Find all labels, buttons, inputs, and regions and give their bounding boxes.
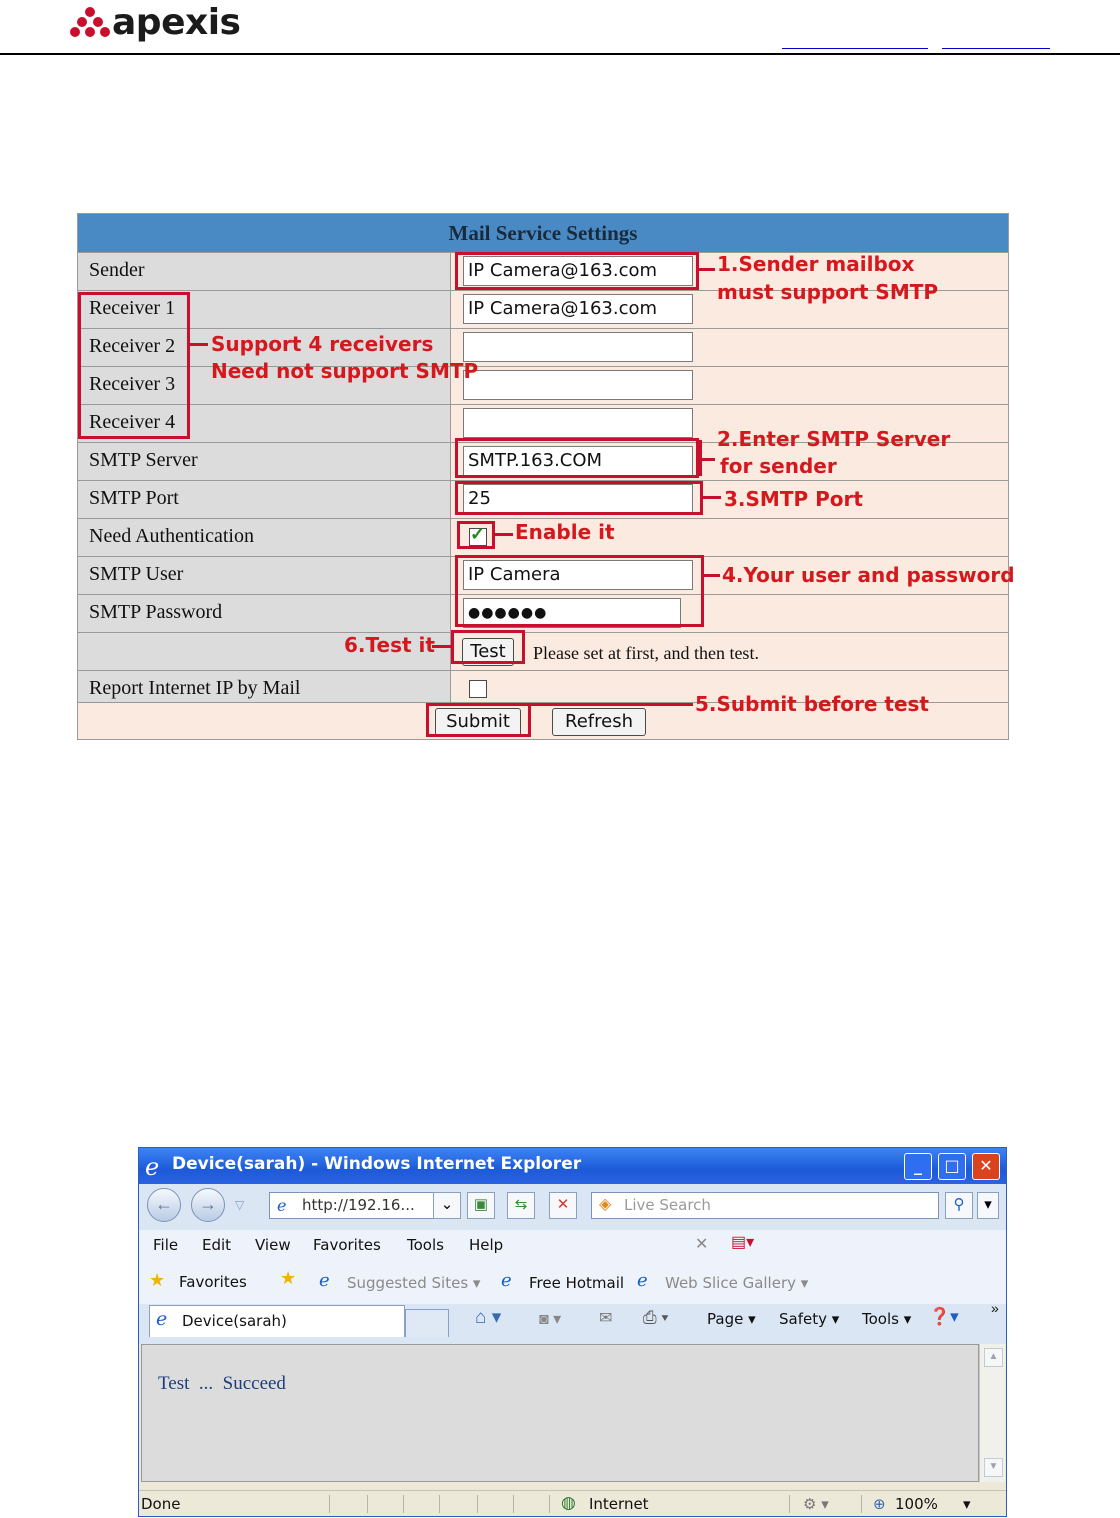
zoom-dropdown-icon[interactable]: ▾ (963, 1495, 971, 1513)
annotation-1-line1: 1.Sender mailbox (717, 252, 915, 276)
forward-icon[interactable]: → (191, 1188, 225, 1222)
sender-input[interactable]: IP Camera@163.com (463, 256, 693, 286)
status-divider (549, 1495, 550, 1513)
menu-view[interactable]: View (255, 1236, 291, 1254)
add-favorite-icon[interactable]: ★ (280, 1268, 297, 1288)
back-icon[interactable]: ← (147, 1188, 181, 1222)
zoom-icon[interactable]: ⊕ (873, 1495, 886, 1513)
chevron-down-icon[interactable]: ▽ (235, 1198, 245, 1212)
annotation-2-line2: for sender (720, 454, 837, 478)
submit-highlight-box (426, 703, 531, 737)
refresh-button[interactable]: Refresh (552, 708, 646, 736)
apexis-logo (70, 2, 241, 44)
menu-favorites[interactable]: Favorites (313, 1236, 381, 1254)
favorites-button[interactable]: Favorites (179, 1273, 247, 1291)
submit-annotation-line (531, 703, 693, 706)
tools-menu[interactable]: Tools ▾ (862, 1310, 912, 1328)
zoom-level[interactable]: 100% (895, 1495, 938, 1513)
status-divider (477, 1495, 478, 1513)
smtp-port-annotation-line (703, 496, 721, 499)
status-divider (403, 1495, 404, 1513)
menu-tools[interactable]: Tools (407, 1236, 444, 1254)
search-input[interactable]: Live Search (591, 1192, 939, 1219)
submit-button[interactable]: Submit (435, 708, 521, 736)
status-divider (861, 1495, 862, 1513)
smtp-port-label: SMTP Port (89, 487, 179, 509)
receivers-highlight-box (78, 292, 190, 439)
star-icon: ★ (149, 1270, 166, 1290)
new-tab-button[interactable] (405, 1309, 449, 1337)
web-slice-icon: e (637, 1270, 648, 1291)
feeds-icon[interactable]: ◙ ▾ (539, 1311, 562, 1328)
header-rule (0, 53, 1120, 55)
annotation-2-line1: 2.Enter SMTP Server (717, 427, 951, 451)
help-icon[interactable]: ❓▾ (929, 1307, 959, 1326)
annotation-1-line2: must support SMTP (717, 280, 939, 304)
checkmark-icon: ✓ (470, 524, 486, 544)
pdf-icon[interactable]: ▤▾ (731, 1234, 755, 1251)
authentication-highlight-box (457, 521, 495, 549)
menu-help[interactable]: Help (469, 1236, 504, 1254)
annotation-3: 3.SMTP Port (724, 487, 863, 511)
tab-ie-icon: e (156, 1308, 168, 1330)
test-button[interactable]: Test (462, 638, 514, 666)
annotation-enable: Enable it (515, 520, 615, 544)
smtp-server-label: SMTP Server (89, 449, 198, 471)
receiver-1-label: Receiver 1 (89, 297, 176, 319)
hotmail-icon: e (501, 1270, 512, 1291)
status-divider (513, 1495, 514, 1513)
smtp-server-highlight-box (455, 438, 699, 478)
print-icon[interactable]: ⎙ ▾ (643, 1308, 669, 1327)
close-button[interactable]: ✕ (972, 1153, 1000, 1180)
need-authentication-label: Need Authentication (89, 525, 254, 547)
smtp-port-input[interactable]: 25 (463, 484, 693, 514)
ie-titlebar (139, 1148, 1007, 1184)
test-row (78, 632, 1008, 670)
status-bar (139, 1490, 1007, 1517)
globe-icon: ◍ (561, 1493, 576, 1513)
smtp-server-input[interactable]: SMTP.163.COM (463, 446, 693, 476)
home-icon[interactable]: ⌂ ▾ (475, 1307, 502, 1328)
web-slice-gallery-link[interactable]: Web Slice Gallery ▾ (665, 1274, 809, 1292)
close-toolbar-icon[interactable]: ✕ (695, 1236, 709, 1253)
receiver-4-label: Receiver 4 (89, 411, 176, 433)
receiver-2-label: Receiver 2 (89, 335, 176, 357)
status-divider (789, 1495, 790, 1513)
smtp-user-label: SMTP User (89, 563, 184, 585)
stop-icon[interactable]: ✕ (549, 1192, 577, 1219)
annotation-5: 5.Submit before test (695, 692, 929, 716)
live-search-icon: ◈ (599, 1196, 612, 1213)
report-ip-checkbox[interactable] (469, 680, 487, 698)
minimize-button[interactable]: _ (904, 1153, 932, 1180)
test-result-message: Test ... Succeed (158, 1373, 286, 1394)
menu-file[interactable]: File (153, 1236, 179, 1254)
annotation-4: 4.Your user and password (722, 563, 1015, 587)
user-password-annotation-line (704, 574, 720, 577)
tab-title: Device(sarah) (182, 1312, 287, 1330)
scroll-down-icon[interactable]: ▼ (984, 1458, 1003, 1477)
smtp-password-input[interactable]: ●●●●●● (463, 598, 681, 628)
suggested-sites-link[interactable]: Suggested Sites ▾ (347, 1274, 481, 1292)
address-dropdown-button[interactable]: ⌄ (433, 1192, 461, 1219)
smtp-port-highlight-box (455, 481, 703, 515)
free-hotmail-link[interactable]: Free Hotmail (529, 1274, 625, 1292)
logo-text: apexis (112, 2, 241, 43)
authentication-annotation-line (495, 533, 513, 536)
ie-logo-icon: e (145, 1153, 160, 1181)
test-note: Please set at first, and then test. (533, 643, 759, 663)
address-bar[interactable]: http://192.16... (269, 1192, 459, 1219)
maximize-button[interactable]: □ (938, 1153, 966, 1180)
report-ip-label: Report Internet IP by Mail (89, 677, 301, 699)
search-options-button[interactable]: ▾ (977, 1192, 999, 1219)
sender-highlight-box (455, 252, 699, 290)
sender-annotation-line (699, 268, 715, 271)
receivers-annotation-line (190, 343, 208, 346)
status-divider (439, 1495, 440, 1513)
smtp-password-label: SMTP Password (89, 601, 223, 623)
status-divider (329, 1495, 330, 1513)
annotation-6: 6.Test it (344, 633, 435, 657)
safety-menu[interactable]: Safety ▾ (779, 1310, 840, 1328)
zone-label: Internet (589, 1495, 649, 1513)
receivers-annotation-line1: Support 4 receivers (211, 332, 434, 356)
scroll-up-icon[interactable]: ▲ (984, 1348, 1003, 1367)
receiver-3-input[interactable] (463, 370, 693, 400)
logo-dots-icon (70, 4, 110, 40)
status-text: Done (141, 1495, 181, 1513)
more-commands-icon[interactable]: » (991, 1300, 999, 1316)
search-icon[interactable]: ⚲ (945, 1192, 973, 1219)
page-menu[interactable]: Page ▾ (707, 1310, 756, 1328)
ie-page-icon: e (277, 1196, 287, 1215)
suggested-sites-icon: e (319, 1270, 330, 1291)
receiver-2-input[interactable] (463, 332, 693, 362)
test-highlight-box (451, 630, 525, 664)
protected-mode-icon[interactable]: ⚙ ▾ (803, 1495, 829, 1513)
smtp-server-annotation-line (699, 458, 715, 461)
tab-device-sarah[interactable] (149, 1305, 405, 1337)
menu-edit[interactable]: Edit (202, 1236, 232, 1254)
receiver-1-input[interactable]: IP Camera@163.com (463, 294, 693, 324)
refresh-icon[interactable]: ⇆ (507, 1192, 535, 1219)
page-content (141, 1344, 979, 1482)
status-divider (367, 1495, 368, 1513)
window-title: Device(sarah) - Windows Internet Explorer (172, 1154, 582, 1174)
receivers-annotation-line2: Need not support SMTP (211, 359, 479, 383)
receiver-3-label: Receiver 3 (89, 373, 176, 395)
vertical-scrollbar[interactable] (979, 1344, 1005, 1482)
compatibility-icon[interactable]: ▣ (467, 1192, 495, 1219)
smtp-user-input[interactable]: IP Camera (463, 560, 693, 590)
ie-window (138, 1147, 1007, 1517)
form-title: Mail Service Settings (78, 214, 1008, 252)
receiver-4-input[interactable] (463, 408, 693, 438)
user-password-highlight-box (455, 555, 704, 627)
sender-label: Sender (89, 259, 145, 281)
mail-icon[interactable]: ✉ (599, 1310, 613, 1327)
